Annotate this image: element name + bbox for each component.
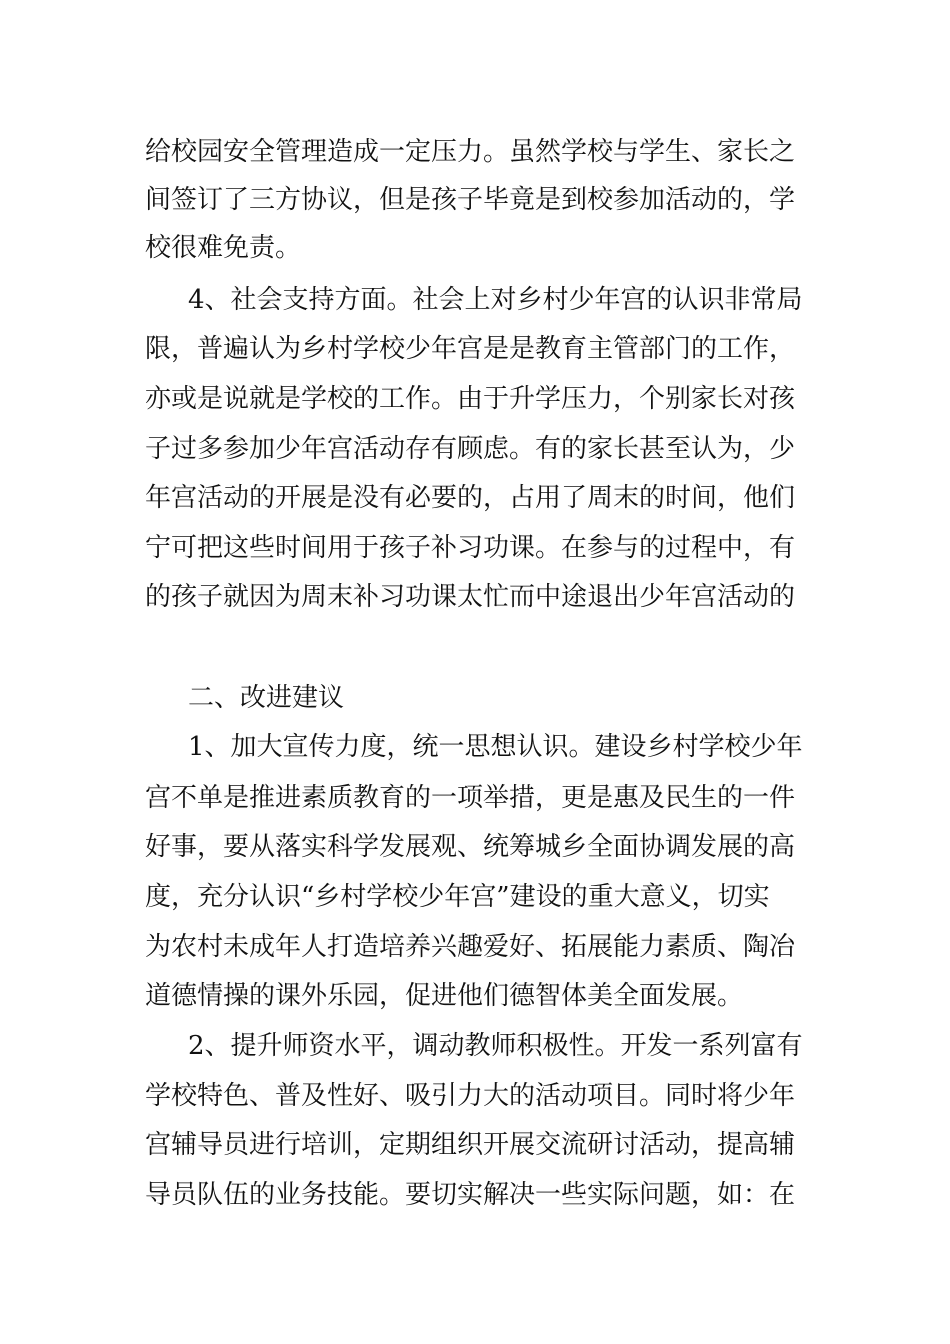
text-line: 导员队伍的业务技能。要切实解决一些实际问题，如：在 bbox=[145, 1180, 796, 1210]
text-line: 限，普遍认为乡村学校少年宫是是教育主管部门的工作， bbox=[145, 334, 796, 364]
text-line: 年宫活动的开展是没有必要的，占用了周末的时间，他们 bbox=[145, 483, 796, 513]
paragraph-start-line: 2、提升师资水平，调动教师积极性。开发一系列富有 bbox=[188, 1031, 803, 1061]
text-line: 学校特色、普及性好、吸引力大的活动项目。同时将少年 bbox=[145, 1081, 796, 1111]
text-line: 子过多参加少年宫活动存有顾虑。有的家长甚至认为，少 bbox=[145, 434, 796, 464]
text-line: 宫辅导员进行培训，定期组织开展交流研讨活动，提高辅 bbox=[145, 1130, 796, 1160]
text-line: 宁可把这些时间用于孩子补习功课。在参与的过程中，有 bbox=[145, 533, 796, 563]
text-line: 的孩子就因为周末补习功课太忙而中途退出少年宫活动的 bbox=[145, 582, 796, 612]
paragraph-start-line: 1、加大宣传力度，统一思想认识。建设乡村学校少年 bbox=[188, 732, 803, 762]
text-line: 道德情操的课外乐园，促进他们德智体美全面发展。 bbox=[145, 981, 744, 1011]
section-heading: 二、改进建议 bbox=[188, 683, 345, 713]
text-line: 亦或是说就是学校的工作。由于升学压力，个别家长对孩 bbox=[145, 384, 796, 414]
text-line: 给校园安全管理造成一定压力。虽然学校与学生、家长之 bbox=[145, 137, 796, 167]
text-line: 为农村未成年人打造培养兴趣爱好、拓展能力素质、陶冶 bbox=[145, 932, 796, 962]
text-line: 间签订了三方协议，但是孩子毕竟是到校参加活动的，学 bbox=[145, 185, 796, 215]
text-line: 宫不单是推进素质教育的一项举措，更是惠及民生的一件 bbox=[145, 783, 796, 813]
text-line: 好事，要从落实科学发展观、统筹城乡全面协调发展的高 bbox=[145, 832, 796, 862]
text-line: 校很难免责。 bbox=[145, 233, 302, 263]
text-line: 度，充分认识“乡村学校少年宫”建设的重大意义，切实 bbox=[145, 882, 770, 912]
paragraph-start-line: 4、社会支持方面。社会上对乡村少年宫的认识非常局 bbox=[188, 285, 803, 315]
